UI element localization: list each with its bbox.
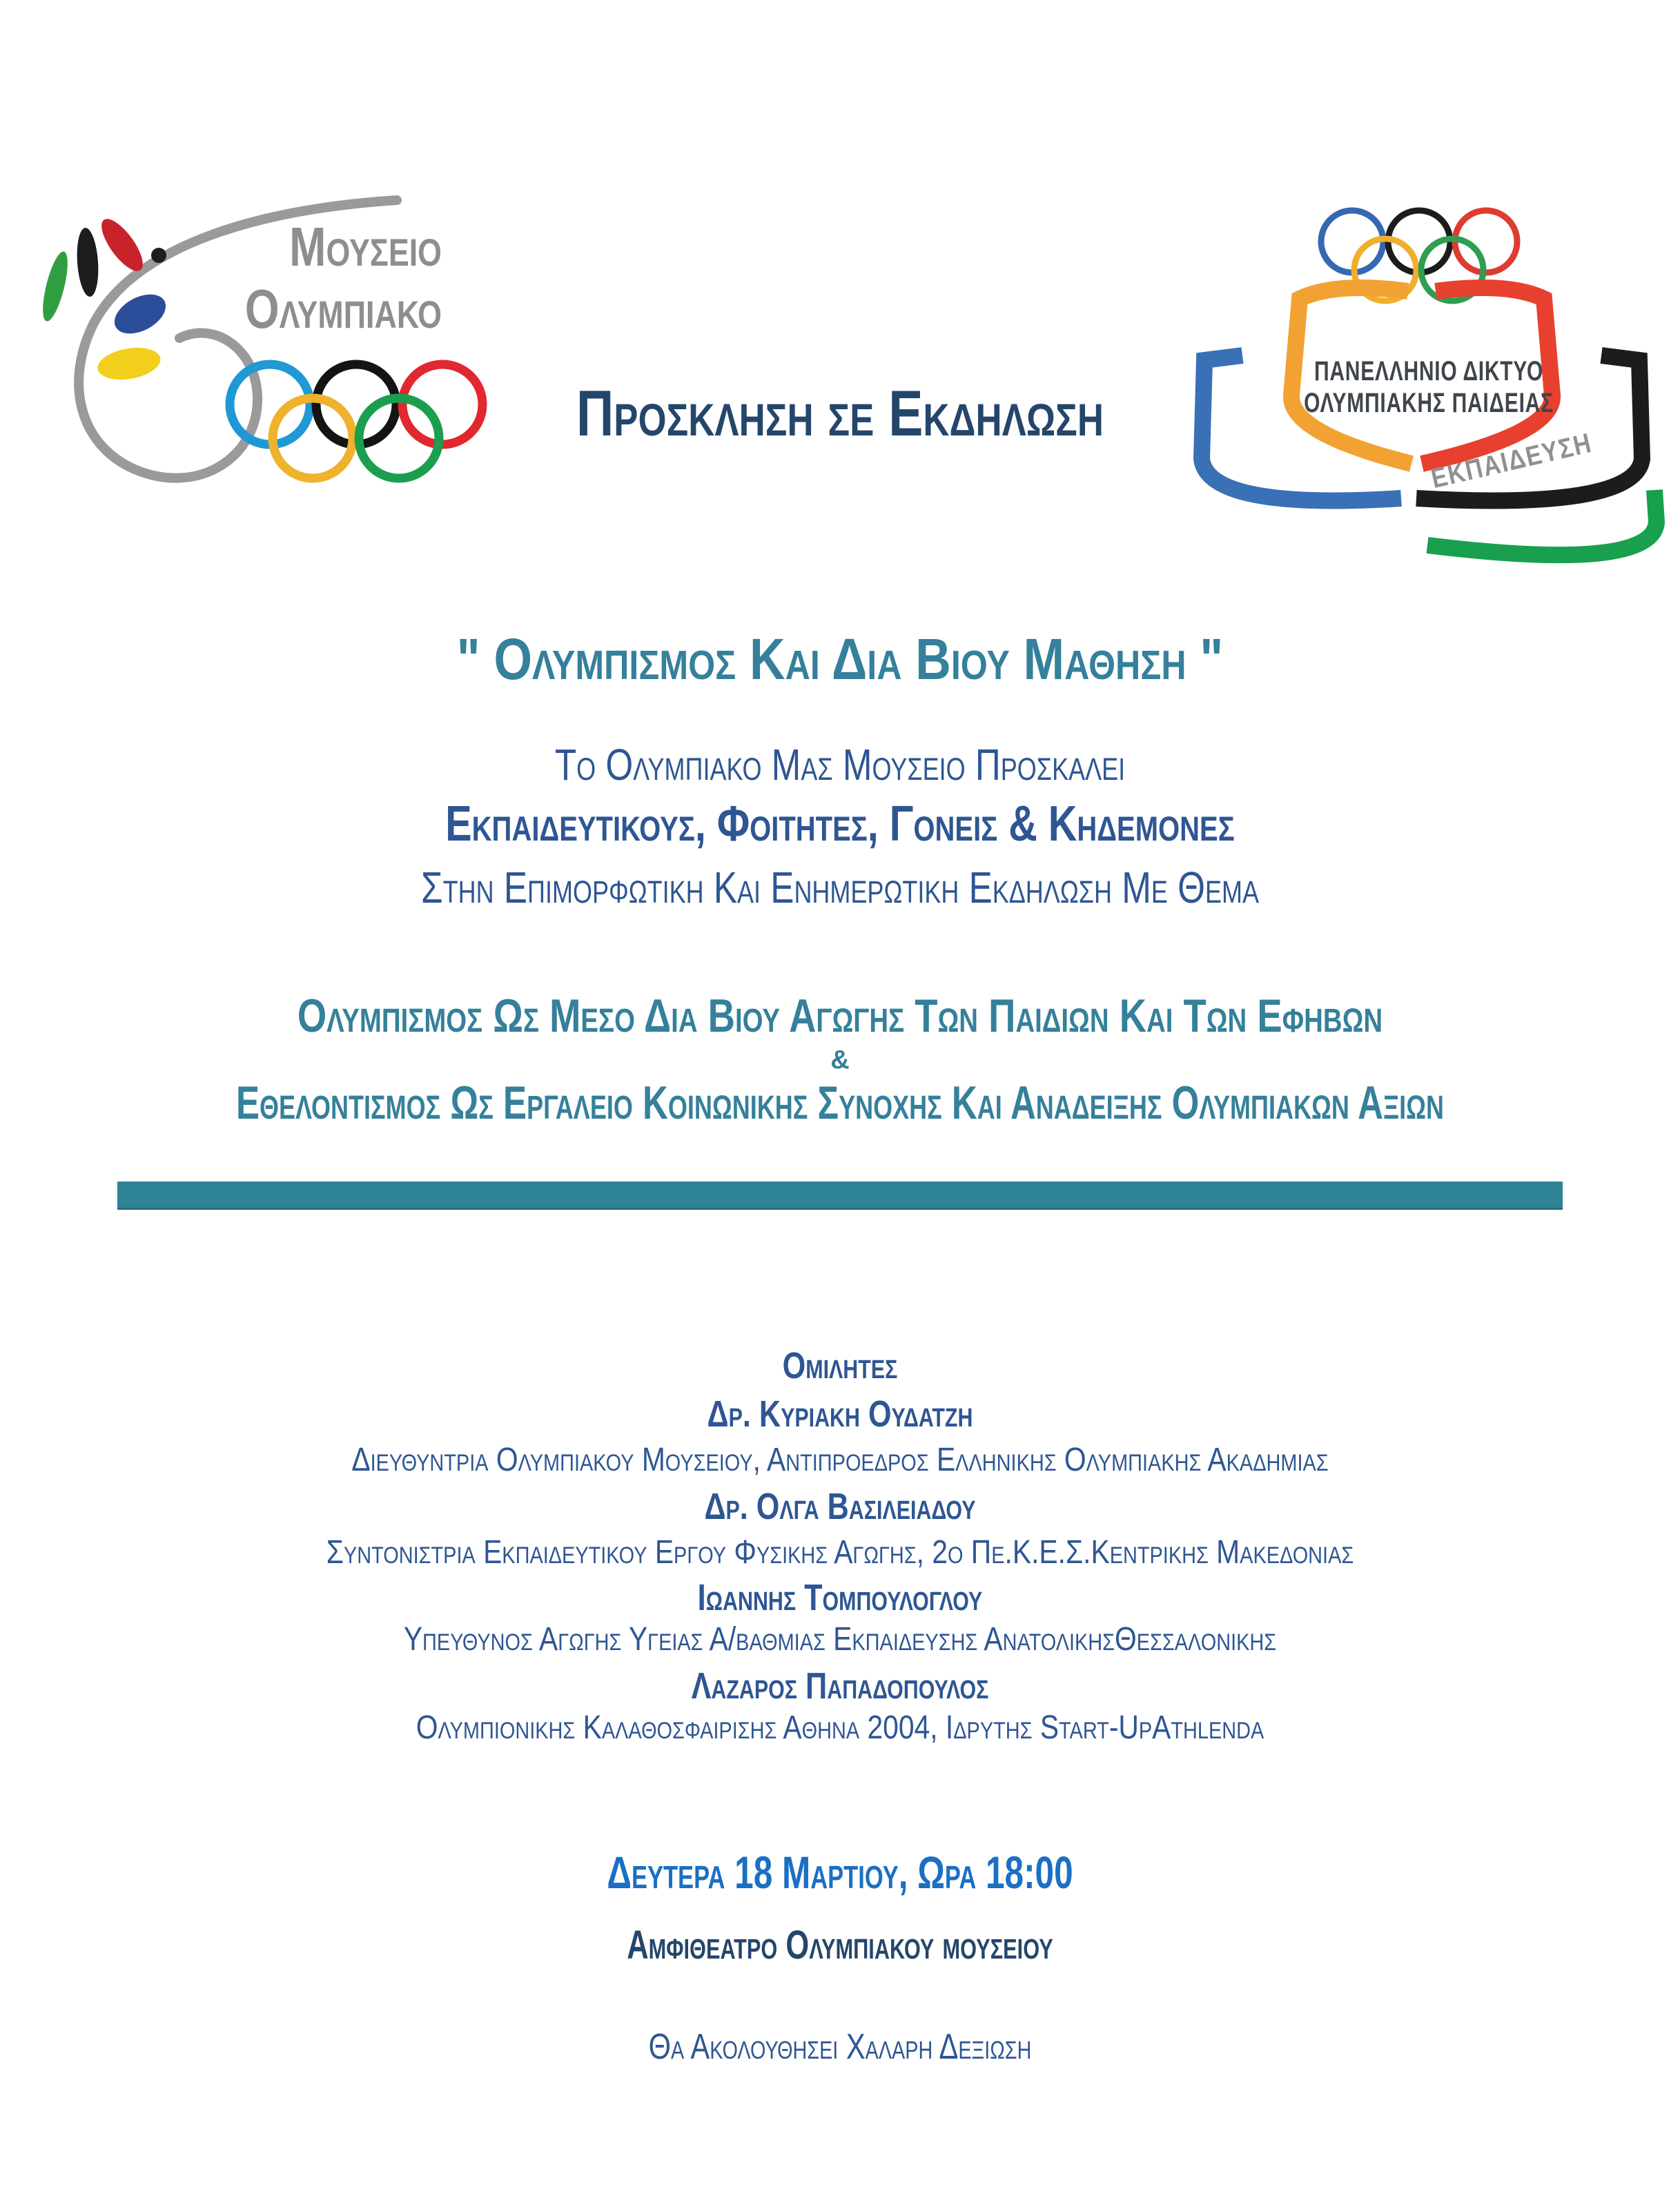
speaker-name: Λαζαρος Παπαδοπουλος (691, 1665, 989, 1707)
intro-line-2: Εκπαιδευτικους, Φοιτητες, Γονεις & Κηδεμονες (445, 796, 1235, 852)
theme-line-1: Ολυμπισμος Ως Μεσο Δια Βιου Αγωγης Των Παιδιων Και Των Εφηβων (297, 990, 1383, 1042)
speaker-name: Δρ. Κυριακη Ουδατζη (707, 1393, 973, 1435)
speakers-section-title: Ομιλητες (782, 1345, 898, 1386)
reception-note: Θα Ακολουθησει Χαλαρη Δεξιωση (648, 2027, 1032, 2067)
speaker-role: Υπευθυνος Αγωγης Υγειας Α/βαθμιας Εκπαιδευσης ΑνατολικηςΘεσσαλονικης (403, 1621, 1277, 1658)
network-logo-title-line1: ΠΑΝΕΛΛΗΝΙΟ ΔΙΚΤΥΟ (1313, 356, 1544, 386)
theme-ampersand: & (830, 1046, 850, 1075)
speaker-name: Ιωαννης Τομπουλογλου (697, 1577, 983, 1618)
museum-logo-name-line2: Ολυμπιακο (244, 278, 442, 340)
invitation-heading: Προσκληση σε Εκδηλωση (576, 377, 1104, 449)
speaker-name: Δρ. Ολγα Βασιλειαδου (704, 1486, 976, 1527)
network-logo-education-badge: ΕΚΠΑΙΔΕΥΣΗ (1428, 427, 1595, 495)
theme-line-2: Εθελοντισμος Ως Εργαλειο Κοινωνικης Συνοχης Και Αναδειξης Ολυμπιακων Αξιων (235, 1077, 1445, 1129)
museum-logo-name-line1: Μουσειο (289, 216, 442, 277)
speaker-role: Ολυμπιονικης Καλαθοσφαιρισης Αθηνα 2004, Ιδρυτης Start-UpAthlenda (416, 1709, 1264, 1746)
network-logo-title-line2: ΟΛΥΜΠΙΑΚΗΣ ΠΑΙΔΕΙΑΣ (1304, 388, 1554, 418)
intro-line-1: Το Ολυμπιακο Μας Μουσειο Προσκαλει (554, 740, 1126, 790)
teal-divider-bar (117, 1181, 1563, 1210)
speaker-role: Διευθυντρια Ολυμπιακου Μουσειου, Αντιπροεδρος Ελληνικης Ολυμπιακης Ακαδημιας (351, 1442, 1329, 1478)
event-main-title: " Ολυμπισμος Και Δια Βιου Μαθηση " (456, 627, 1224, 692)
intro-line-3: Στην Επιμορφωτικη Και Ενημερωτικη Εκδηλωση Με Θεμα (421, 863, 1259, 912)
event-venue: Αμφιθεατρο Ολυμπιακου μουσειου (627, 1923, 1053, 1968)
event-datetime: Δευτερα 18 Μαρτιου, Ωρα 18:00 (607, 1847, 1073, 1898)
speaker-role: Συντονιστρια Εκπαιδευτικου Εργου Φυσικης Αγωγης, 2ο Πε.Κ.Ε.Σ.Κεντρικης Μακεδονιας (326, 1534, 1354, 1571)
